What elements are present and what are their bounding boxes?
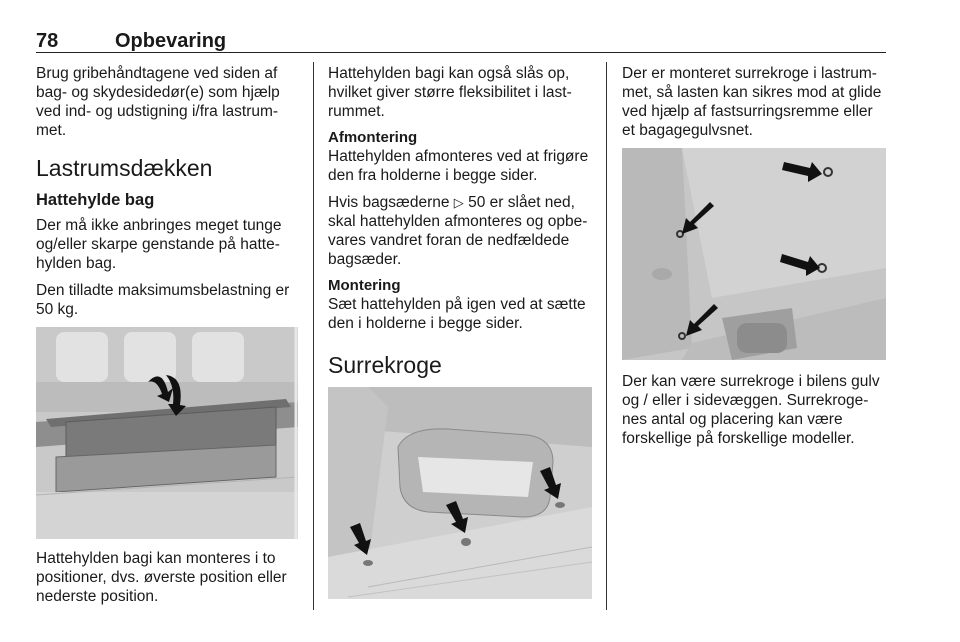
column-1: [36, 64, 300, 614]
subsection-title-hattehylde: Hattehylde bag: [36, 191, 155, 209]
intro-paragraph: Brug gribehåndtagene ved siden af bag- og skydesidedør(e) som hjælp ved ind- og udstigning i/fra lastrum-met.: [36, 65, 280, 139]
wall-hooks-illustration: [622, 148, 886, 360]
figure-caption: Hattehylden bagi kan monteres i to positioner, dvs. øverste position eller nederste position.: [36, 550, 287, 605]
page-reference-icon: ▷: [453, 195, 464, 210]
foldable-paragraph: Hattehylden bagi kan også slås op, hvilket giver større fleksibilitet i last-rummet.: [328, 65, 572, 120]
page-header: [36, 30, 886, 54]
column-divider-1: [313, 62, 314, 610]
column-3: [622, 64, 888, 456]
installation-heading: Montering: [328, 277, 401, 294]
column-2: [328, 64, 594, 609]
section-title-lastrum: Lastrumsdækken: [36, 155, 213, 181]
page-title: Opbevaring: [115, 30, 227, 52]
page-reference-number: 50: [468, 194, 486, 211]
column-divider-2: [606, 62, 607, 610]
seats-paragraph: [328, 193, 594, 269]
removal-heading: Afmontering: [328, 129, 418, 146]
parcel-shelf-illustration: [36, 327, 298, 539]
warning-paragraph: Der må ikke anbringes meget tunge og/eller skarpe genstande på hatte-hylden bag.: [36, 217, 282, 272]
page-number: 78: [36, 30, 59, 52]
seats-text-post: er slået ned, skal hattehylden afmonteres og opbe-vares vandret foran de nedfældede bagsæder.: [328, 194, 588, 268]
seats-text-pre: Hvis bagsæderne: [328, 194, 450, 211]
installation-text: Sæt hattehylden på igen ved at sætte den i holderne i begge sider.: [328, 296, 586, 332]
max-load-paragraph: Den tilladte maksimumsbelastning er 50 kg.: [36, 282, 290, 318]
hooks-intro-paragraph: Der er monteret surrekroge i lastrum-met, så lasten kan sikres mod at glide ved hjælp af fastsurringsremme eller et bagagegulvsnet.: [622, 65, 882, 139]
section-title-surrekroge: Surrekroge: [328, 352, 442, 378]
header-rule: [36, 52, 886, 53]
hooks-location-paragraph: Der kan være surrekroge i bilens gulv og / eller i sidevæggen. Surrekroge-nes antal og placering kan være forskellige på forskellige modeller.: [622, 373, 880, 447]
floor-hooks-illustration: [328, 387, 592, 599]
removal-text: Hattehylden afmonteres ved at frigøre den fra holderne i begge sider.: [328, 148, 589, 184]
